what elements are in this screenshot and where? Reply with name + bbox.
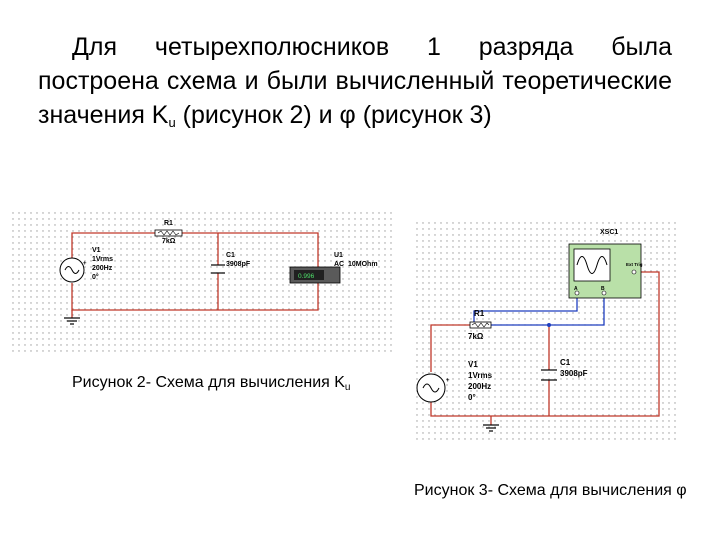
oscilloscope-xsc1	[569, 244, 641, 298]
svg-text:+: +	[83, 261, 87, 267]
v1-name: V1	[92, 247, 101, 254]
ext-trig-label: Ext Trig	[626, 262, 643, 267]
figure-2-caption	[72, 372, 350, 398]
xsc1-name: XSC1	[600, 229, 619, 236]
r1-value: 7kΩ	[162, 238, 176, 245]
channel-b-label: B	[601, 286, 605, 292]
r1-name: R1	[474, 309, 485, 318]
resistor-r1	[470, 322, 491, 328]
v1-name: V1	[468, 360, 478, 369]
u1-impedance: 10MOhm	[348, 261, 378, 268]
v1-line2: 200Hz	[468, 382, 492, 391]
c1-value: 3908pF	[560, 369, 588, 378]
paragraph-text-1: Для четырехполюсников 1 разряда была построена схема и были вычисленный теоретические значения K	[38, 33, 672, 129]
resistor-r1	[155, 230, 182, 236]
c1-value: 3908pF	[226, 261, 251, 268]
svg-text:+: +	[446, 378, 450, 384]
r1-name: R1	[164, 220, 173, 227]
figure-2-caption-sub: u	[344, 382, 351, 393]
v1-line1: 1Vrms	[468, 371, 493, 380]
v1-line1: 1Vrms	[92, 256, 114, 263]
r1-value: 7kΩ	[468, 332, 484, 341]
intro-paragraph	[38, 30, 672, 140]
figure-2-circuit	[10, 210, 396, 354]
ku-subscript: u	[168, 115, 176, 130]
figure-3-circuit	[414, 220, 676, 444]
v1-line3: 0°	[92, 274, 99, 281]
v1-line3: 0°	[468, 393, 476, 402]
figure-2-caption-text: Рисунок 2- Схема для вычисления K	[72, 374, 345, 391]
figure-3-caption: Рисунок 3- Схема для вычисления φ	[414, 482, 687, 499]
c1-name: C1	[560, 358, 571, 367]
meter-display: 0.996	[298, 273, 315, 280]
channel-a-label: A	[574, 286, 578, 292]
paragraph-text-2: (рисунок 2) и φ (рисунок 3)	[175, 101, 492, 129]
v1-line2: 200Hz	[92, 265, 113, 272]
u1-name: U1	[334, 252, 343, 259]
c1-name: C1	[226, 252, 235, 259]
multimeter-u1	[290, 267, 340, 283]
u1-mode: AC	[334, 261, 345, 268]
